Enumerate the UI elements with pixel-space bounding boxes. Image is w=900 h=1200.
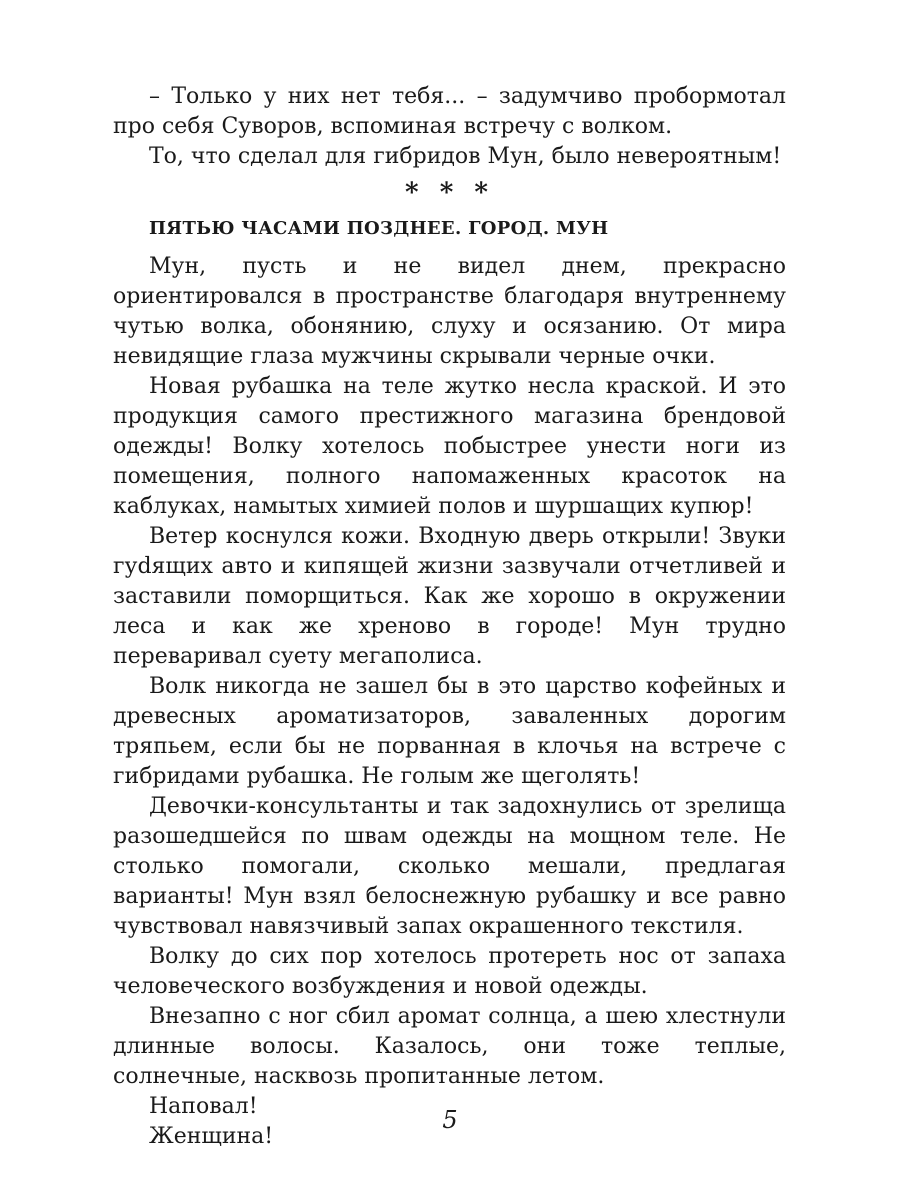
- paragraph-7: Девочки-консультанты и так задохнулись от зрелища разошедшейся по швам одежды на мощном теле. Не столько помогали, сколько мешали, предлагая варианты! Мун взял белоснежную рубашку и все равно чувствовал навязчивый запах окрашенного текстиля.: [113, 794, 786, 939]
- paragraph-11: Женщина!: [149, 1124, 274, 1149]
- paragraph-2: То, что сделал для гибридов Мун, было невероятным!: [149, 144, 782, 169]
- paragraph-8: Волку до сих пор хотелось протереть нос от запаха человеческого возбуждения и новой одежды.: [113, 944, 786, 999]
- page-number: 5: [442, 1106, 458, 1134]
- paragraph-3: Мун, пусть и не видел днем, прекрасно ориентировался в пространстве благодаря внутреннему чутью волка, обонянию, слуху и осязанию. От мира невидящие глаза мужчины скрывали черные очки.: [113, 254, 786, 369]
- paragraph-5: Ветер коснулся кожи. Входную дверь открыли! Звуки гуdящих авто и кипящей жизни зазвучали отчетливей и заставили поморщиться. Как же хорошо в окружении леса и как же хреново в городе! Мун трудно переваривал суету мегаполиса.: [113, 524, 786, 669]
- section-divider: * * *: [405, 178, 494, 208]
- paragraph-4: Новая рубашка на теле жутко несла краской. И это продукция самого престижного магазина брендовой одежды! Волку хотелось побыстрее унести ноги из помещения, полного напомаженных красоток на каблуках, намытых химией полов и шуршащих купюр!: [113, 374, 786, 519]
- paragraph-10: Наповал!: [149, 1094, 258, 1119]
- section-heading: ПЯТЬЮ ЧАСАМИ ПОЗДНЕЕ. ГОРОД. МУН: [149, 218, 609, 239]
- paragraph-6: Волк никогда не зашел бы в это царство кофейных и древесных ароматизаторов, заваленных дорогим тряпьем, если бы не порванная в клочья на встрече с гибридами рубашка. Не голым же щеголять!: [113, 674, 786, 789]
- paragraph-9: Внезапно с ног сбил аромат солнца, а шею хлестнули длинные волосы. Казалось, они тоже теплые, солнечные, насквозь пропитанные летом.: [113, 1004, 786, 1089]
- book-page: [113, 82, 786, 1152]
- paragraph-1: – Только у них нет тебя... – задумчиво пробормотал про себя Суворов, вспоминая встречу с волком.: [113, 84, 786, 139]
